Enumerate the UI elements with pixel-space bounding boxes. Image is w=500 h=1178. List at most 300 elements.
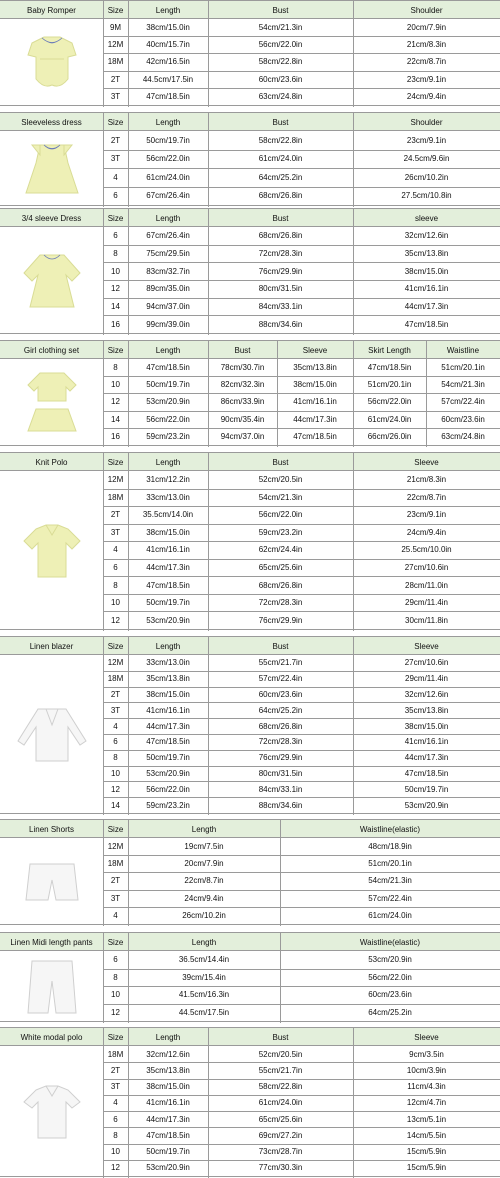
measurement-cell: 23cm/9.1in: [406, 74, 447, 84]
measurement-cell: 60cm/23.6in: [258, 74, 303, 84]
measurement-cell: 26cm/10.2in: [404, 172, 449, 182]
measurement-cell: 89cm/35.0in: [146, 284, 190, 294]
measurement-cell: 68cm/26.8in: [258, 721, 303, 731]
row-divider: [103, 986, 500, 987]
row-divider: [103, 298, 500, 299]
measurement-cell: 54cm/21.3in: [258, 492, 303, 502]
measurement-cell: 20cm/7.9in: [184, 859, 224, 869]
measurement-cell: 38cm/15.0in: [404, 266, 449, 276]
measurement-cell: 50cm/19.7in: [146, 598, 190, 608]
measurement-cell: 33cm/13.0in: [146, 658, 190, 668]
row-divider: [103, 559, 500, 560]
column-header: Size: [107, 641, 124, 651]
measurement-cell: 47cm/18.5in: [293, 431, 337, 441]
column-divider: [208, 341, 209, 447]
column-divider: [208, 1028, 209, 1178]
measurement-cell: 58cm/22.8in: [258, 135, 303, 145]
row-divider: [103, 969, 500, 970]
product-image: [0, 951, 103, 1021]
product-image: [0, 838, 103, 924]
row-divider: [103, 907, 500, 908]
column-divider: [103, 209, 104, 335]
column-divider: [103, 933, 104, 1023]
product-image: [0, 1046, 103, 1176]
column-header: Bust: [272, 1032, 289, 1042]
column-divider: [103, 453, 104, 631]
measurement-cell: 47cm/18.5in: [146, 91, 190, 101]
row-divider: [103, 315, 500, 316]
size-cell: 4: [113, 1098, 118, 1108]
column-header: Size: [107, 1032, 124, 1042]
measurement-cell: 10cm/3.9in: [406, 1065, 447, 1075]
column-divider: [103, 820, 104, 926]
column-header: Skirt Length: [368, 345, 411, 355]
size-cell: 4: [113, 910, 118, 920]
measurement-cell: 23cm/9.1in: [406, 510, 447, 520]
column-divider: [103, 1028, 104, 1178]
column-header: Bust: [234, 345, 251, 355]
measurement-cell: 69cm/27.2in: [258, 1130, 303, 1140]
row-divider: [103, 872, 500, 873]
row-divider: [103, 53, 500, 54]
row-divider: [103, 1079, 500, 1080]
measurement-cell: 32cm/12.6in: [404, 689, 449, 699]
measurement-cell: 21cm/8.3in: [406, 40, 447, 50]
size-cell: 2T: [110, 135, 121, 145]
measurement-cell: 56cm/22.0in: [146, 414, 190, 424]
product-image: [0, 359, 103, 445]
row-divider: [103, 1160, 500, 1161]
measurement-cell: 67cm/26.4in: [146, 231, 190, 241]
size-cell: 2T: [110, 876, 121, 886]
measurement-cell: 90cm/35.4in: [220, 414, 265, 424]
measurement-cell: 35cm/13.8in: [404, 705, 449, 715]
size-cell: 6: [113, 1114, 118, 1124]
size-cell: 14: [111, 301, 120, 311]
column-header: Bust: [272, 117, 289, 127]
product-image: [0, 227, 103, 333]
measurement-cell: 61cm/24.0in: [368, 910, 412, 920]
measurement-cell: 63cm/24.8in: [441, 431, 485, 441]
size-cell: 12M: [107, 40, 124, 50]
measurement-cell: 99cm/39.0in: [146, 319, 190, 329]
measurement-cell: 35.5cm/14.0in: [142, 510, 194, 520]
measurement-cell: 61cm/24.0in: [146, 172, 190, 182]
size-cell: 2T: [110, 689, 121, 699]
size-cell: 4: [113, 545, 118, 555]
column-divider: [208, 113, 209, 207]
measurement-cell: 61cm/24.0in: [258, 1098, 303, 1108]
row-divider: [103, 1095, 500, 1096]
size-cell: 10: [111, 598, 120, 608]
row-divider: [103, 890, 500, 891]
measurement-cell: 27cm/10.6in: [404, 563, 449, 573]
product-image: [0, 471, 103, 629]
measurement-cell: 52cm/20.5in: [258, 475, 303, 485]
chart-title: Girl clothing set: [23, 345, 80, 355]
column-header: sleeve: [414, 213, 439, 223]
column-divider: [208, 453, 209, 631]
size-cell: 6: [113, 191, 118, 201]
yellow-top-and-skirt-set-icon: [10, 369, 94, 435]
measurement-cell: 51cm/20.1in: [441, 363, 485, 373]
measurement-cell: 27cm/10.6in: [404, 658, 449, 668]
size-cell: 10: [111, 990, 120, 1000]
size-cell: 12: [111, 1007, 120, 1017]
measurement-cell: 73cm/28.7in: [258, 1147, 303, 1157]
measurement-cell: 40cm/15.7in: [146, 40, 190, 50]
column-header: Length: [155, 345, 181, 355]
size-cell: 12M: [107, 842, 124, 852]
measurement-cell: 21cm/8.3in: [406, 475, 447, 485]
measurement-cell: 35cm/13.8in: [146, 1065, 190, 1075]
row-divider: [103, 1127, 500, 1128]
measurement-cell: 35cm/13.8in: [146, 674, 190, 684]
measurement-cell: 35cm/13.8in: [404, 248, 449, 258]
row-divider: [103, 766, 500, 767]
measurement-cell: 94cm/37.0in: [220, 431, 265, 441]
size-cell: 8: [113, 1130, 118, 1140]
measurement-cell: 41cm/16.1in: [404, 737, 449, 747]
measurement-cell: 67cm/26.4in: [146, 191, 190, 201]
measurement-cell: 53cm/20.9in: [146, 1163, 190, 1173]
row-divider: [103, 718, 500, 719]
column-header: Size: [107, 457, 124, 467]
measurement-cell: 48cm/18.9in: [368, 842, 412, 852]
measurement-cell: 63cm/24.8in: [258, 91, 303, 101]
measurement-cell: 41cm/16.1in: [146, 545, 190, 555]
row-divider: [103, 576, 500, 577]
measurement-cell: 68cm/26.8in: [258, 231, 303, 241]
measurement-cell: 56cm/22.0in: [258, 40, 303, 50]
measurement-cell: 20cm/7.9in: [406, 23, 447, 33]
measurement-cell: 80cm/31.5in: [258, 284, 303, 294]
size-cell: 8: [113, 363, 118, 373]
measurement-cell: 72cm/28.3in: [258, 737, 303, 747]
measurement-cell: 52cm/20.5in: [258, 1049, 303, 1059]
measurement-cell: 39cm/15.4in: [182, 972, 226, 982]
measurement-cell: 14cm/5.5in: [406, 1130, 447, 1140]
size-cell: 9M: [109, 23, 122, 33]
size-cell: 12: [111, 1163, 120, 1173]
row-divider: [103, 1004, 500, 1005]
size-cell: 3T: [110, 705, 121, 715]
measurement-cell: 59cm/23.2in: [258, 527, 303, 537]
measurement-cell: 64cm/25.2in: [368, 1007, 412, 1017]
row-divider: [103, 797, 500, 798]
size-cell: 4: [113, 172, 118, 182]
size-cell: 12: [111, 397, 120, 407]
measurement-cell: 54cm/21.3in: [368, 876, 412, 886]
row-divider: [103, 36, 500, 37]
measurement-cell: 22cm/8.7in: [184, 876, 224, 886]
measurement-cell: 53cm/20.9in: [146, 768, 190, 778]
column-divider: [128, 341, 129, 447]
size-chart-section: [0, 1027, 500, 1177]
measurement-cell: 60cm/23.6in: [258, 689, 303, 699]
row-divider: [103, 168, 500, 169]
size-cell: 2T: [110, 1065, 121, 1075]
column-header: Length: [191, 824, 217, 834]
product-image: [0, 19, 103, 105]
product-image: [0, 131, 103, 205]
measurement-cell: 12cm/4.7in: [406, 1098, 447, 1108]
measurement-cell: 28cm/11.0in: [405, 580, 448, 590]
row-divider: [103, 781, 500, 782]
measurement-cell: 58cm/22.8in: [258, 57, 303, 67]
column-divider: [103, 341, 104, 447]
column-divider: [353, 113, 354, 207]
column-header: Bust: [272, 5, 289, 15]
measurement-cell: 24cm/9.4in: [406, 91, 447, 101]
size-cell: 8: [113, 248, 118, 258]
row-divider: [103, 88, 500, 89]
measurement-cell: 41cm/16.1in: [404, 284, 449, 294]
measurement-cell: 78cm/30.7in: [220, 363, 265, 373]
chart-title: White modal polo: [20, 1032, 83, 1042]
measurement-cell: 9cm/3.5in: [409, 1049, 444, 1059]
column-header: Waistline(elastic): [359, 824, 421, 834]
measurement-cell: 44cm/17.3in: [404, 301, 449, 311]
row-divider: [103, 489, 500, 490]
measurement-cell: 38cm/15.0in: [293, 380, 337, 390]
measurement-cell: 53cm/20.9in: [404, 800, 449, 810]
white-linen-shorts-icon: [10, 848, 94, 914]
column-divider: [280, 933, 281, 1023]
measurement-cell: 41cm/16.1in: [293, 397, 337, 407]
column-header: Shoulder: [410, 117, 443, 127]
measurement-cell: 77cm/30.3in: [258, 1163, 303, 1173]
column-divider: [128, 453, 129, 631]
column-header: Bust: [272, 457, 289, 467]
measurement-cell: 57cm/22.4in: [368, 893, 412, 903]
measurement-cell: 53cm/20.9in: [368, 955, 412, 965]
row-divider: [103, 541, 500, 542]
measurement-cell: 53cm/20.9in: [146, 615, 190, 625]
white-modal-polo-icon: [10, 1078, 94, 1144]
measurement-cell: 38cm/15.0in: [146, 527, 190, 537]
row-divider: [103, 1144, 500, 1145]
measurement-cell: 56cm/22.0in: [258, 510, 303, 520]
measurement-cell: 23cm/9.1in: [406, 135, 447, 145]
measurement-cell: 72cm/28.3in: [258, 598, 303, 608]
measurement-cell: 83cm/32.7in: [146, 266, 190, 276]
measurement-cell: 53cm/20.9in: [146, 397, 190, 407]
row-divider: [103, 71, 500, 72]
size-cell: 8: [113, 753, 118, 763]
measurement-cell: 41cm/16.1in: [146, 705, 190, 715]
column-header: Size: [107, 117, 124, 127]
column-header: Length: [155, 457, 181, 467]
measurement-cell: 26cm/10.2in: [182, 910, 226, 920]
column-divider: [128, 209, 129, 335]
row-divider: [103, 750, 500, 751]
measurement-cell: 59cm/23.2in: [146, 800, 190, 810]
size-chart-section: [0, 0, 500, 106]
measurement-cell: 44cm/17.3in: [293, 414, 337, 424]
row-divider: [103, 411, 500, 412]
column-header: Size: [107, 937, 124, 947]
row-divider: [103, 262, 500, 263]
size-cell: 12M: [107, 475, 124, 485]
measurement-cell: 22cm/8.7in: [406, 492, 447, 502]
measurement-cell: 47cm/18.5in: [146, 1130, 190, 1140]
measurement-cell: 66cm/26.0in: [367, 431, 412, 441]
column-divider: [128, 1, 129, 107]
chart-title: Knit Polo: [35, 457, 68, 467]
size-chart-section: [0, 208, 500, 334]
measurement-cell: 65cm/25.6in: [258, 563, 303, 573]
measurement-cell: 56cm/22.0in: [146, 784, 190, 794]
size-cell: 3T: [110, 527, 121, 537]
size-cell: 10: [111, 380, 120, 390]
row-divider: [103, 687, 500, 688]
measurement-cell: 47cm/18.5in: [146, 580, 190, 590]
row-divider: [103, 594, 500, 595]
measurement-cell: 29cm/11.4in: [405, 598, 448, 608]
column-header: Bust: [272, 213, 289, 223]
measurement-cell: 11cm/4.3in: [407, 1082, 446, 1092]
measurement-cell: 76cm/29.9in: [258, 615, 303, 625]
size-chart-section: [0, 340, 500, 446]
measurement-cell: 38cm/15.0in: [404, 721, 449, 731]
measurement-cell: 15cm/5.9in: [406, 1163, 447, 1173]
measurement-cell: 50cm/19.7in: [404, 784, 449, 794]
column-header: Shoulder: [410, 5, 443, 15]
row-divider: [103, 1062, 500, 1063]
measurement-cell: 38cm/15.0in: [146, 1082, 190, 1092]
size-cell: 6: [113, 955, 118, 965]
column-divider: [103, 113, 104, 207]
measurement-cell: 42cm/16.5in: [146, 57, 190, 67]
column-header: Bust: [272, 641, 289, 651]
measurement-cell: 19cm/7.5in: [184, 842, 224, 852]
size-cell: 2T: [110, 510, 121, 520]
column-header: Length: [191, 937, 217, 947]
row-divider: [103, 611, 500, 612]
measurement-cell: 35cm/13.8in: [293, 363, 337, 373]
product-image: [0, 655, 103, 813]
measurement-cell: 88cm/34.6in: [258, 800, 303, 810]
column-divider: [128, 113, 129, 207]
column-divider: [208, 1, 209, 107]
measurement-cell: 68cm/26.8in: [258, 191, 303, 201]
chart-title: Linen Midi length pants: [10, 937, 93, 947]
white-linen-blazer-icon: [10, 701, 94, 767]
column-header: Sleeve: [414, 1032, 439, 1042]
size-cell: 10: [111, 1147, 120, 1157]
measurement-cell: 50cm/19.7in: [146, 753, 190, 763]
size-cell: 18M: [107, 674, 124, 684]
measurement-cell: 13cm/5.1in: [406, 1114, 447, 1124]
measurement-cell: 51cm/20.1in: [367, 380, 412, 390]
size-cell: 6: [113, 563, 118, 573]
size-cell: 10: [111, 266, 120, 276]
chart-title: Linen Shorts: [29, 824, 74, 834]
measurement-cell: 68cm/26.8in: [258, 580, 303, 590]
column-header: Length: [155, 213, 181, 223]
size-chart-section: [0, 636, 500, 814]
measurement-cell: 47cm/18.5in: [404, 319, 449, 329]
row-divider: [103, 702, 500, 703]
size-cell: 3T: [110, 893, 121, 903]
size-cell: 3T: [110, 1082, 121, 1092]
row-divider: [103, 393, 500, 394]
measurement-cell: 27.5cm/10.8in: [401, 191, 452, 201]
measurement-cell: 33cm/13.0in: [146, 492, 190, 502]
measurement-cell: 55cm/21.7in: [258, 658, 303, 668]
measurement-cell: 75cm/29.5in: [146, 248, 190, 258]
measurement-cell: 56cm/22.0in: [146, 154, 190, 164]
yellow-sleeve-dress-icon: [10, 247, 94, 313]
measurement-cell: 72cm/28.3in: [258, 248, 303, 258]
size-cell: 18M: [107, 859, 124, 869]
measurement-cell: 41cm/16.1in: [146, 1098, 190, 1108]
white-linen-pants-icon: [10, 953, 94, 1019]
measurement-cell: 30cm/11.8in: [405, 615, 448, 625]
measurement-cell: 60cm/23.6in: [368, 990, 412, 1000]
measurement-cell: 76cm/29.9in: [258, 753, 303, 763]
chart-title: 3/4 sleeve Dress: [21, 213, 82, 223]
column-divider: [353, 453, 354, 631]
column-header: Waistline: [446, 345, 480, 355]
size-cell: 2T: [110, 74, 121, 84]
size-chart-section: [0, 932, 500, 1022]
size-cell: 8: [113, 580, 118, 590]
measurement-cell: 60cm/23.6in: [441, 414, 485, 424]
size-cell: 8: [113, 972, 118, 982]
column-header: Size: [107, 824, 124, 834]
column-divider: [353, 209, 354, 335]
measurement-cell: 44cm/17.3in: [146, 563, 190, 573]
measurement-cell: 84cm/33.1in: [258, 301, 303, 311]
size-cell: 3T: [110, 91, 121, 101]
column-divider: [128, 820, 129, 926]
measurement-cell: 94cm/37.0in: [146, 301, 190, 311]
measurement-cell: 86cm/33.9in: [220, 397, 265, 407]
column-divider: [353, 341, 354, 447]
row-divider: [103, 376, 500, 377]
measurement-cell: 50cm/19.7in: [146, 1147, 190, 1157]
size-cell: 16: [111, 319, 120, 329]
size-cell: 4: [113, 721, 118, 731]
measurement-cell: 56cm/22.0in: [367, 397, 412, 407]
measurement-cell: 56cm/22.0in: [368, 972, 412, 982]
measurement-cell: 50cm/19.7in: [146, 135, 190, 145]
measurement-cell: 44cm/17.3in: [146, 721, 190, 731]
size-cell: 12: [111, 615, 120, 625]
measurement-cell: 25.5cm/10.0in: [401, 545, 452, 555]
measurement-cell: 44.5cm/17.5in: [178, 1007, 230, 1017]
column-divider: [208, 637, 209, 815]
column-header: Size: [107, 5, 124, 15]
row-divider: [103, 506, 500, 507]
row-divider: [103, 245, 500, 246]
chart-title: Baby Romper: [27, 5, 76, 15]
column-divider: [128, 637, 129, 815]
measurement-cell: 58cm/22.8in: [258, 1082, 303, 1092]
measurement-cell: 64cm/25.2in: [258, 172, 303, 182]
measurement-cell: 32cm/12.6in: [404, 231, 449, 241]
column-divider: [103, 637, 104, 815]
measurement-cell: 55cm/21.7in: [258, 1065, 303, 1075]
column-header: Length: [155, 5, 181, 15]
column-divider: [103, 1, 104, 107]
column-header: Length: [155, 1032, 181, 1042]
measurement-cell: 76cm/29.9in: [258, 266, 303, 276]
size-cell: 3T: [110, 154, 121, 164]
measurement-cell: 61cm/24.0in: [367, 414, 412, 424]
